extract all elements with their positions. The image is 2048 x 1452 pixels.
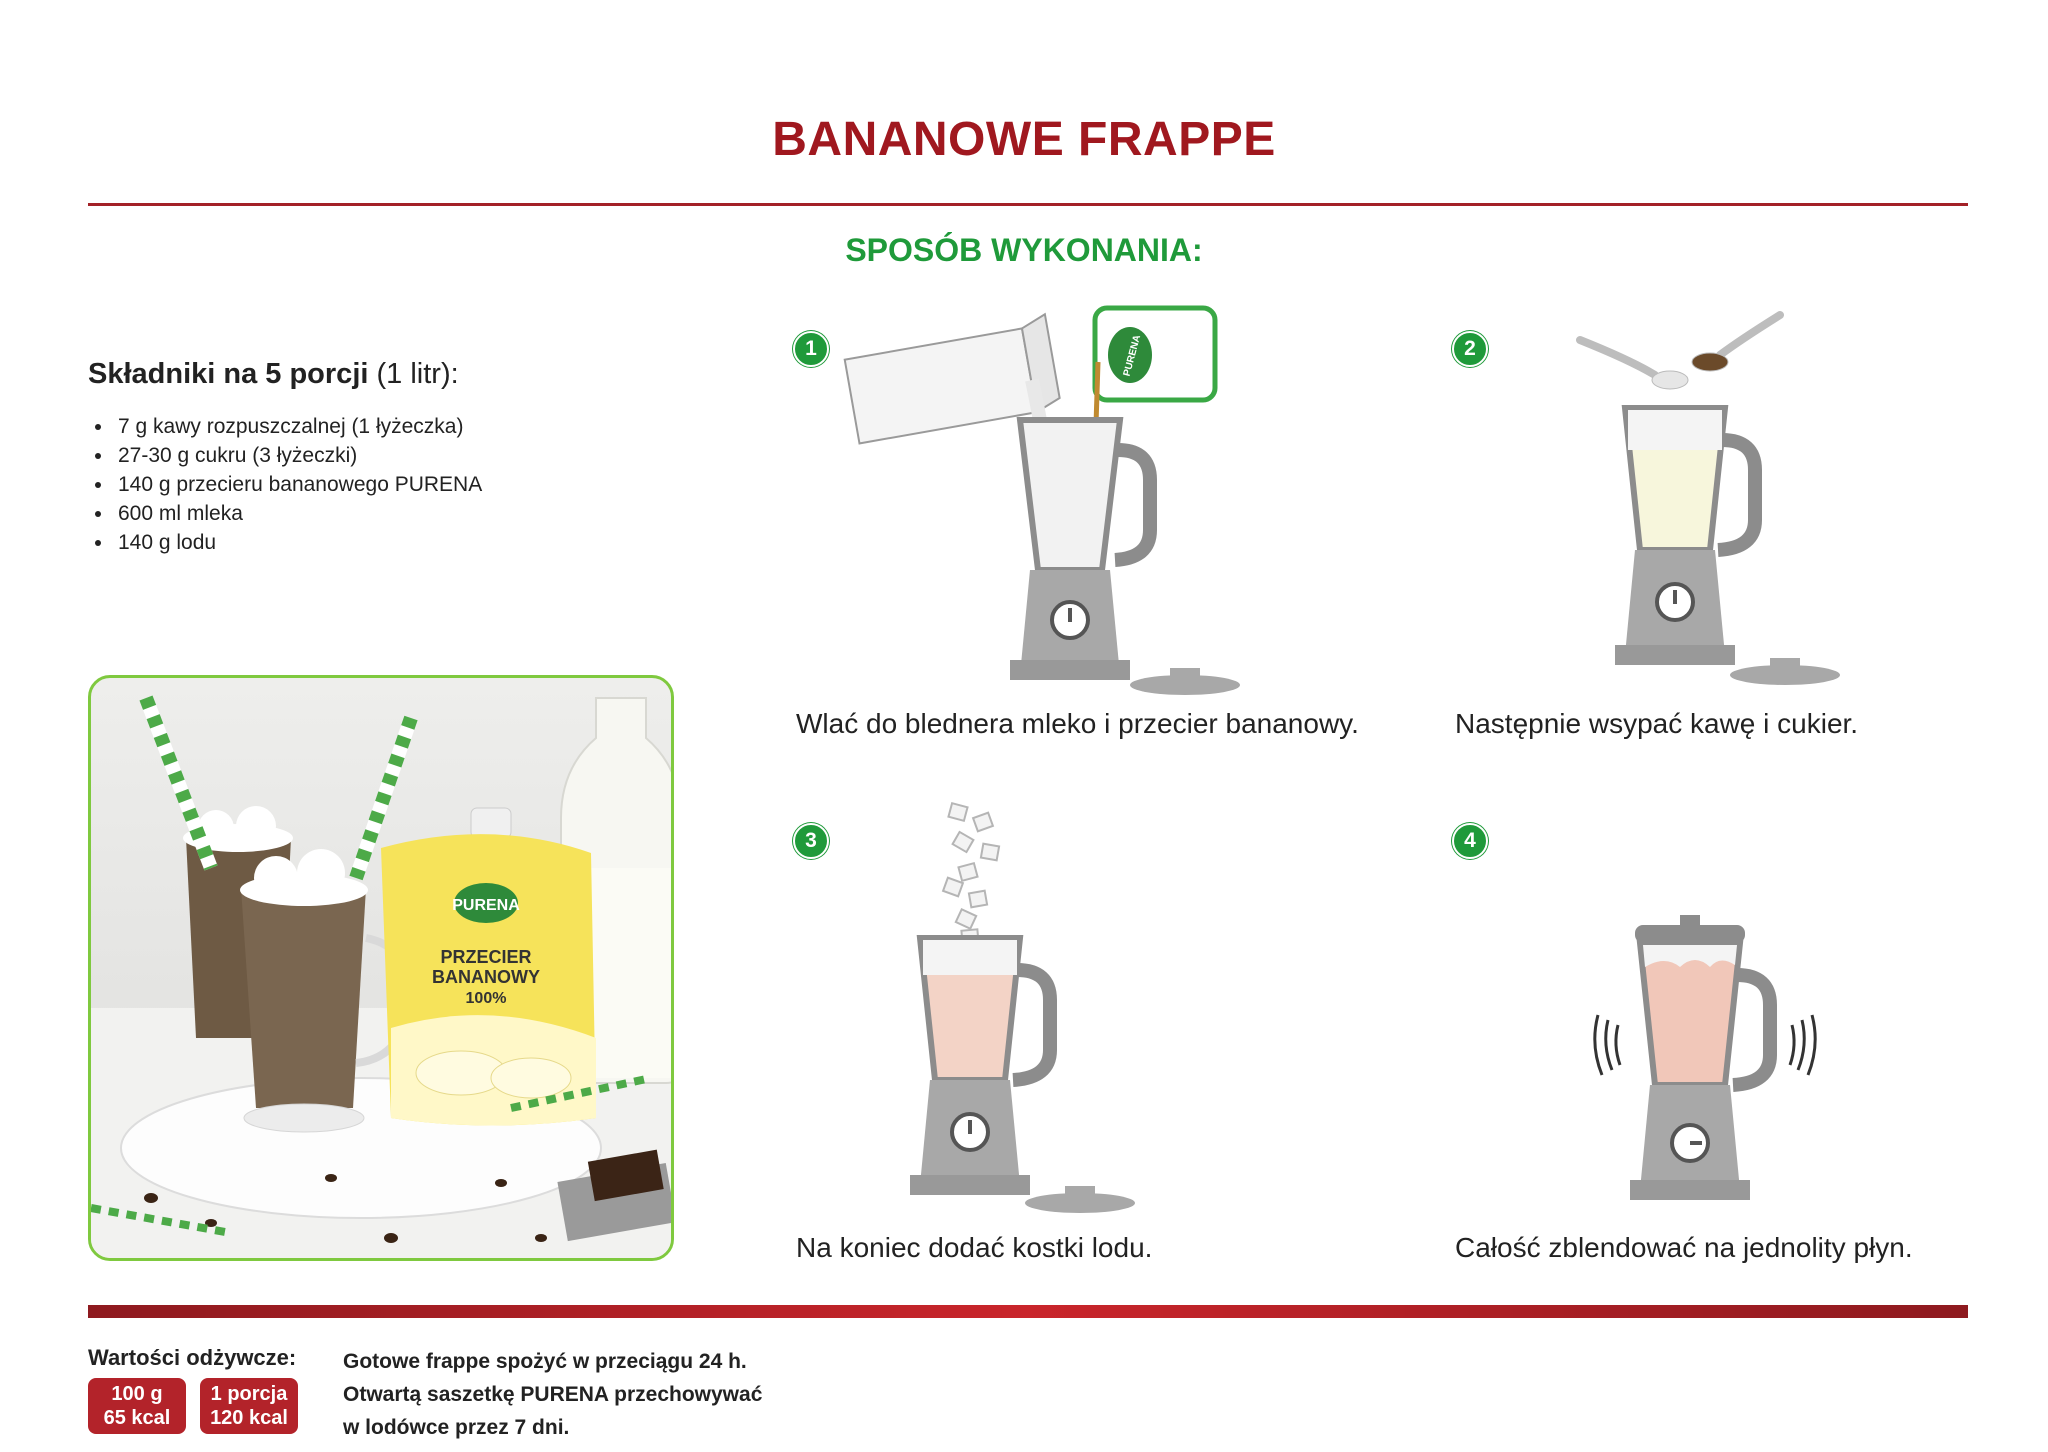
- purena-pouch: [381, 808, 596, 1126]
- step-2-number: 2: [1452, 331, 1488, 367]
- note-line: Gotowe frappe spożyć w przeciągu 24 h.: [343, 1350, 747, 1373]
- purena-pack-icon: [1095, 308, 1215, 400]
- step-1-illustration: [840, 300, 1240, 700]
- badge-line1: 100 g: [111, 1383, 163, 1405]
- ice-cubes-icon: [943, 803, 999, 945]
- ingredients-heading-rest: (1 litr):: [368, 358, 459, 390]
- blender-icon: [1010, 420, 1240, 695]
- product-photo: [88, 675, 674, 1261]
- pouch-brand: PURENA: [452, 897, 520, 914]
- photo-illustration: [91, 678, 671, 1258]
- step-4-text: Całość zblendować na jednolity płyn.: [1455, 1232, 1913, 1263]
- nutrition-badge-100g: [88, 1378, 186, 1434]
- badge-line2: 65 kcal: [103, 1407, 171, 1429]
- ingredient-item: • 600 ml mleka: [114, 499, 482, 528]
- blender-icon: [910, 938, 1135, 1213]
- pouch-line2: BANANOWY: [432, 967, 540, 987]
- note-line: w lodówce przez 7 dni.: [343, 1416, 570, 1439]
- blender-icon: [1615, 408, 1840, 685]
- step-4-illustration: [1580, 915, 1840, 1215]
- step-1-text: Wlać do blednera mleko i przecier bananowy.: [796, 708, 1359, 739]
- ingredient-item: • 27-30 g cukru (3 łyżeczki): [114, 441, 482, 470]
- ingredients-heading-bold: Składniki na 5 porcji: [88, 358, 369, 390]
- step-2-illustration: [1560, 300, 1860, 700]
- ingredients-heading: [88, 358, 459, 391]
- straw-left: [146, 698, 211, 868]
- nutrition-badge-portion: [200, 1378, 298, 1434]
- ingredient-item: • 140 g przecieru bananowego PURENA: [114, 470, 482, 499]
- step-3-number: 3: [793, 823, 829, 859]
- storage-note: [343, 1345, 762, 1444]
- blender-icon: [1630, 915, 1770, 1200]
- step-3-text: Na koniec dodać kostki lodu.: [796, 1232, 1153, 1263]
- pouch-line1: PRZECIER: [440, 947, 532, 967]
- title-divider: [88, 203, 1968, 206]
- step-1-number: 1: [793, 331, 829, 367]
- badge-line1: 1 porcja: [210, 1383, 288, 1405]
- badge-line2: 120 kcal: [210, 1407, 288, 1429]
- ingredient-item: • 7 g kawy rozpuszczalnej (1 łyżeczka): [114, 412, 482, 441]
- step-2-text: Następnie wsypać kawę i cukier.: [1455, 708, 1859, 739]
- step-3-illustration: [900, 800, 1200, 1220]
- note-line: Otwartą saszetkę PURENA przechowywać: [343, 1383, 763, 1406]
- pouch-line3: 100%: [465, 990, 507, 1007]
- spoon-icon: [1580, 340, 1655, 375]
- pack-brand: PURENA: [1121, 333, 1144, 378]
- ingredients-list: [88, 412, 482, 557]
- ingredient-item: • 140 g lodu: [114, 528, 482, 557]
- method-heading: SPOSÓB WYKONANIA:: [845, 232, 1203, 268]
- footer-divider: [88, 1305, 1968, 1318]
- spoon-icon: [1720, 315, 1780, 355]
- step-4-number: 4: [1452, 823, 1488, 859]
- page-title: BANANOWE FRAPPE: [772, 113, 1276, 166]
- nutrition-label: Wartości odżywcze:: [88, 1345, 297, 1370]
